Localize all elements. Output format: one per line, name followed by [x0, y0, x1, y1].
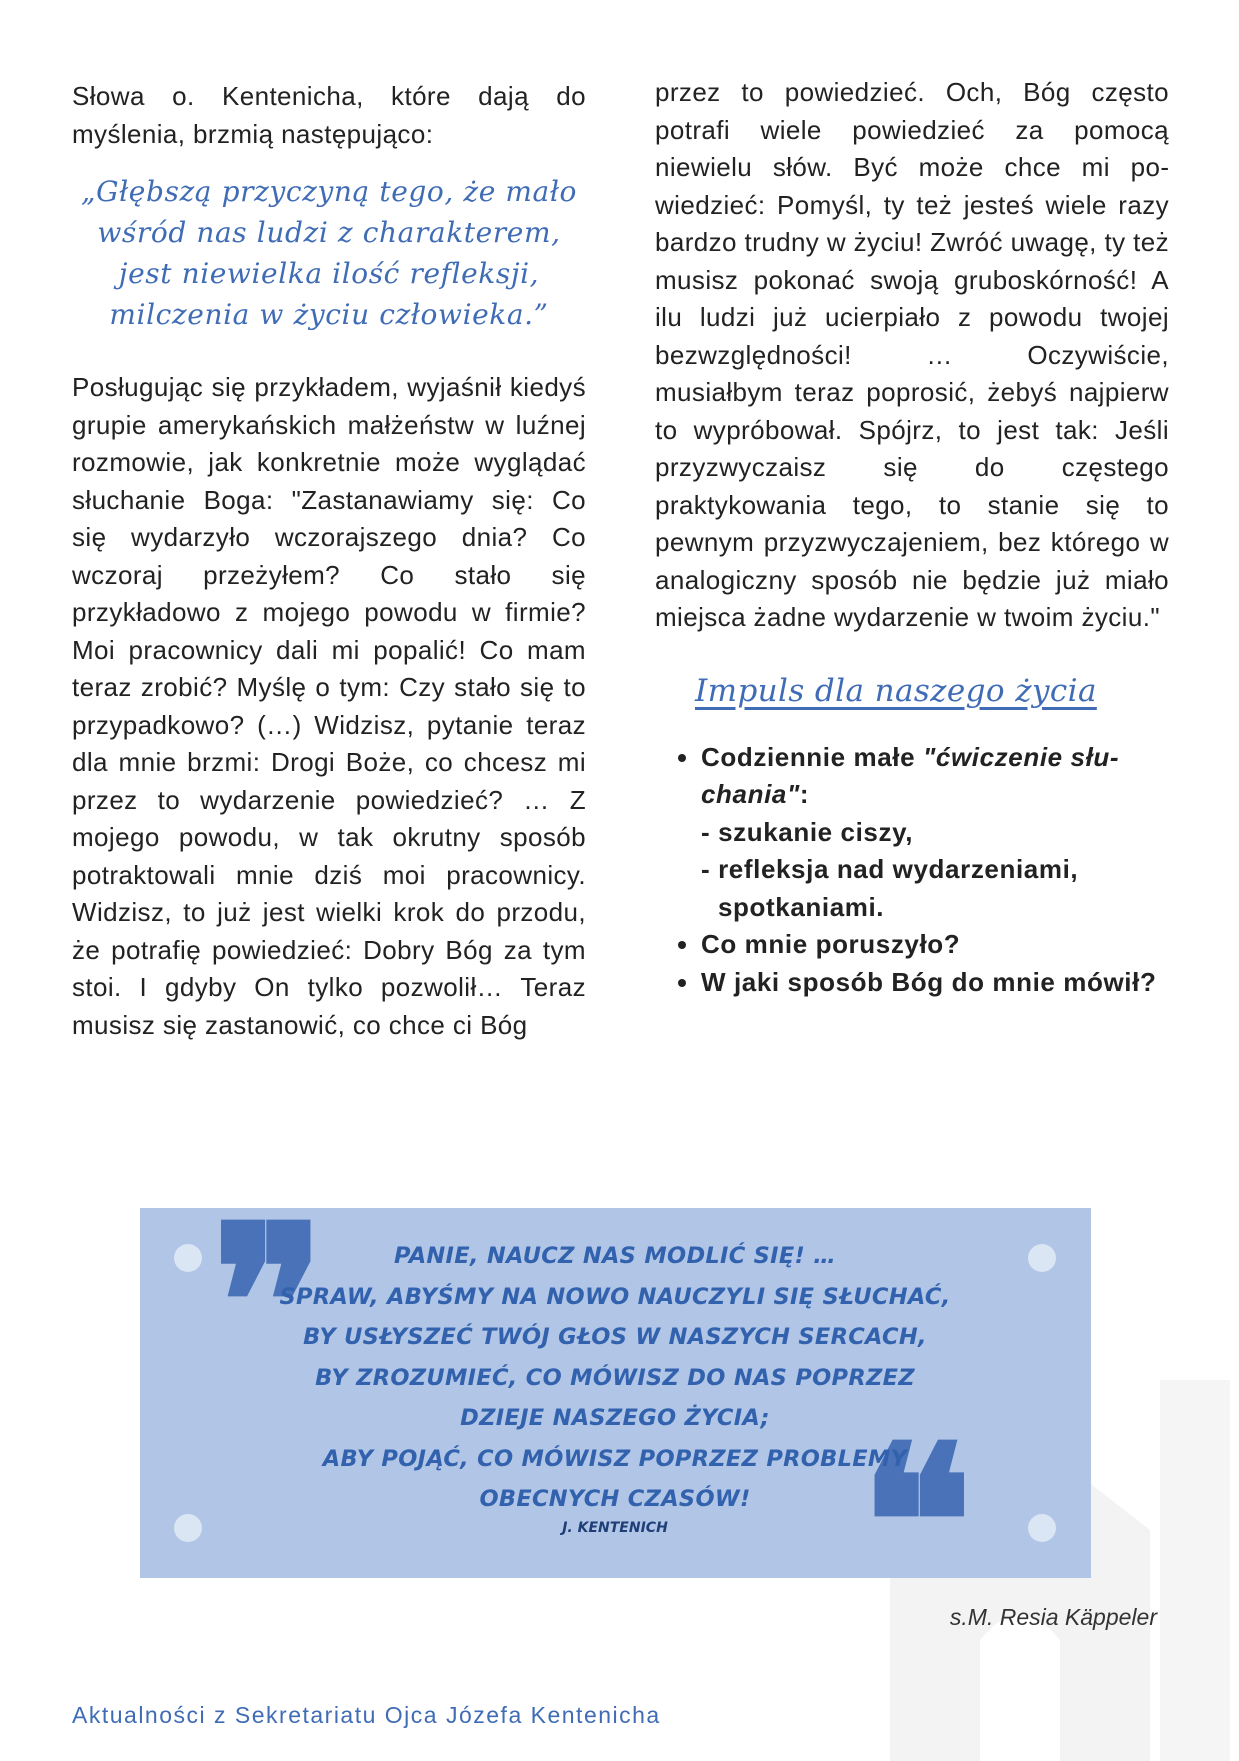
open-quote-icon: ❞ — [212, 1179, 325, 1426]
right-column — [655, 74, 1169, 1001]
article-signature: s.M. Resia Käppeler — [949, 1604, 1157, 1630]
intro-text: Słowa o. Kentenicha, które dają do myślenia, brzmią następująco: — [72, 81, 586, 149]
prayer-line: DZIEJE NASZEGO ŻYCIA; — [460, 1405, 770, 1431]
impuls-heading: Impuls dla naszego życia — [695, 672, 1097, 709]
quote-line: wśród nas ludzi z charakterem, — [97, 216, 561, 249]
quote-line: „Głębszą przyczyną tego, że mało — [81, 175, 577, 208]
decor-dot — [1028, 1244, 1056, 1272]
main-paragraph-left: Posługując się przykładem, wyjaśnił kiedyś grupie amerykańskich małżeństw w luźnej rozmowie, jak konkretnie może wyglądać słuchanie Boga: "Zastanawiamy się: Co się wydarzyło wczorajszego dnia? Co wczoraj przeżyłem? Co stało się przykładowo z mojego powodu w firmie? Moi pracownicy dali mi popalić! Co mam teraz zrobić? Myślę o tym: Czy stało się to przypadkowo? (…) Widzisz, pytanie teraz dla mnie brzmi: Drogi Boże, co chcesz mi przez to wydarzenie powiedzieć? … Z mojego powodu, w tak okrutny sposób potraktowali mnie dziś moi pracownicy. Widzisz, to już jest wielki krok do przodu, że potrafię powiedzieć: Dobry Bóg za tym stoi. I gdyby On tylko pozwolił… Teraz musisz się zastanowić, co chce ci Bóg — [72, 372, 586, 1040]
prayer-line: BY ZROZUMIEĆ, CO MÓWISZ DO NAS POPRZEZ — [315, 1364, 915, 1391]
quote-line: milczenia w życiu człowieka.” — [109, 298, 549, 331]
quote-line: jest niewielka ilość refleksji, — [118, 257, 540, 290]
prayer-text — [270, 1236, 960, 1520]
kentenich-quote — [72, 171, 586, 335]
prayer-line: ABY POJĄĆ, CO MÓWISZ POPRZEZ PROBLEMY — [322, 1445, 908, 1472]
list-item: • Codziennie małe "ćwiczenie słuchania": - szukanie ciszy, - refleksja nad wydarzeniami, spotkaniami. — [701, 739, 1169, 927]
list-subitem: - szukanie ciszy, — [701, 816, 914, 847]
decor-dot — [174, 1244, 202, 1272]
decor-dot — [174, 1514, 202, 1542]
left-column — [72, 78, 586, 1044]
prayer-line: PANIE, NAUCZ NAS MODLIĆ SIĘ! … — [393, 1243, 837, 1269]
decor-dot — [1028, 1514, 1056, 1542]
impuls-list — [655, 739, 1169, 1002]
prayer-line: BY USŁYSZEĆ TWÓJ GŁOS W NASZYCH SERCACH, — [303, 1324, 927, 1350]
prayer-line: SPRAW, ABYŚMY NA NOWO NAUCZYLI SIĘ SŁUCHAĆ, — [279, 1283, 951, 1310]
page-footer: Aktualności z Sekretariatu Ojca Józefa Kentenicha — [72, 1702, 661, 1728]
prayer-line: OBECNYCH CZASÓW! — [479, 1486, 751, 1512]
list-item: • W jaki sposób Bóg do mnie mówił? — [701, 964, 1169, 1002]
main-paragraph-right: przez to powiedzieć. Och, Bóg często potrafi wiele powiedzieć za pomocą niewielu słów. Być może chce mi powiedzieć: Pomyśl, ty też jesteś wiele razy bardzo trudny w życiu! Zwróć uwagę, ty też musisz pokonać swoją gruboskórność! A ilu ludzi już ucierpiało z powodu twojej bezwzględności! … Oczywiście, musiałbym teraz poprosić, żebyś najpierw to wypróbował. Spójrz, to jest tak: Jeśli przyzwyczaisz się do częstego praktykowania tego, to stanie się to pewnym przyzwyczajeniem, bez którego w analogiczny sposób nie będzie już miało miejsca żadne wydarzenie w twoim życiu." — [655, 77, 1169, 632]
prayer-author: J. KENTENICH — [562, 1520, 668, 1536]
list-subitem: spotkaniami. — [718, 891, 885, 922]
close-quote-icon: ❝ — [860, 1399, 973, 1646]
list-item: • Co mnie poruszyło? — [701, 926, 1169, 964]
list-subitem: - refleksja nad wydarzeniami, — [701, 854, 1079, 884]
